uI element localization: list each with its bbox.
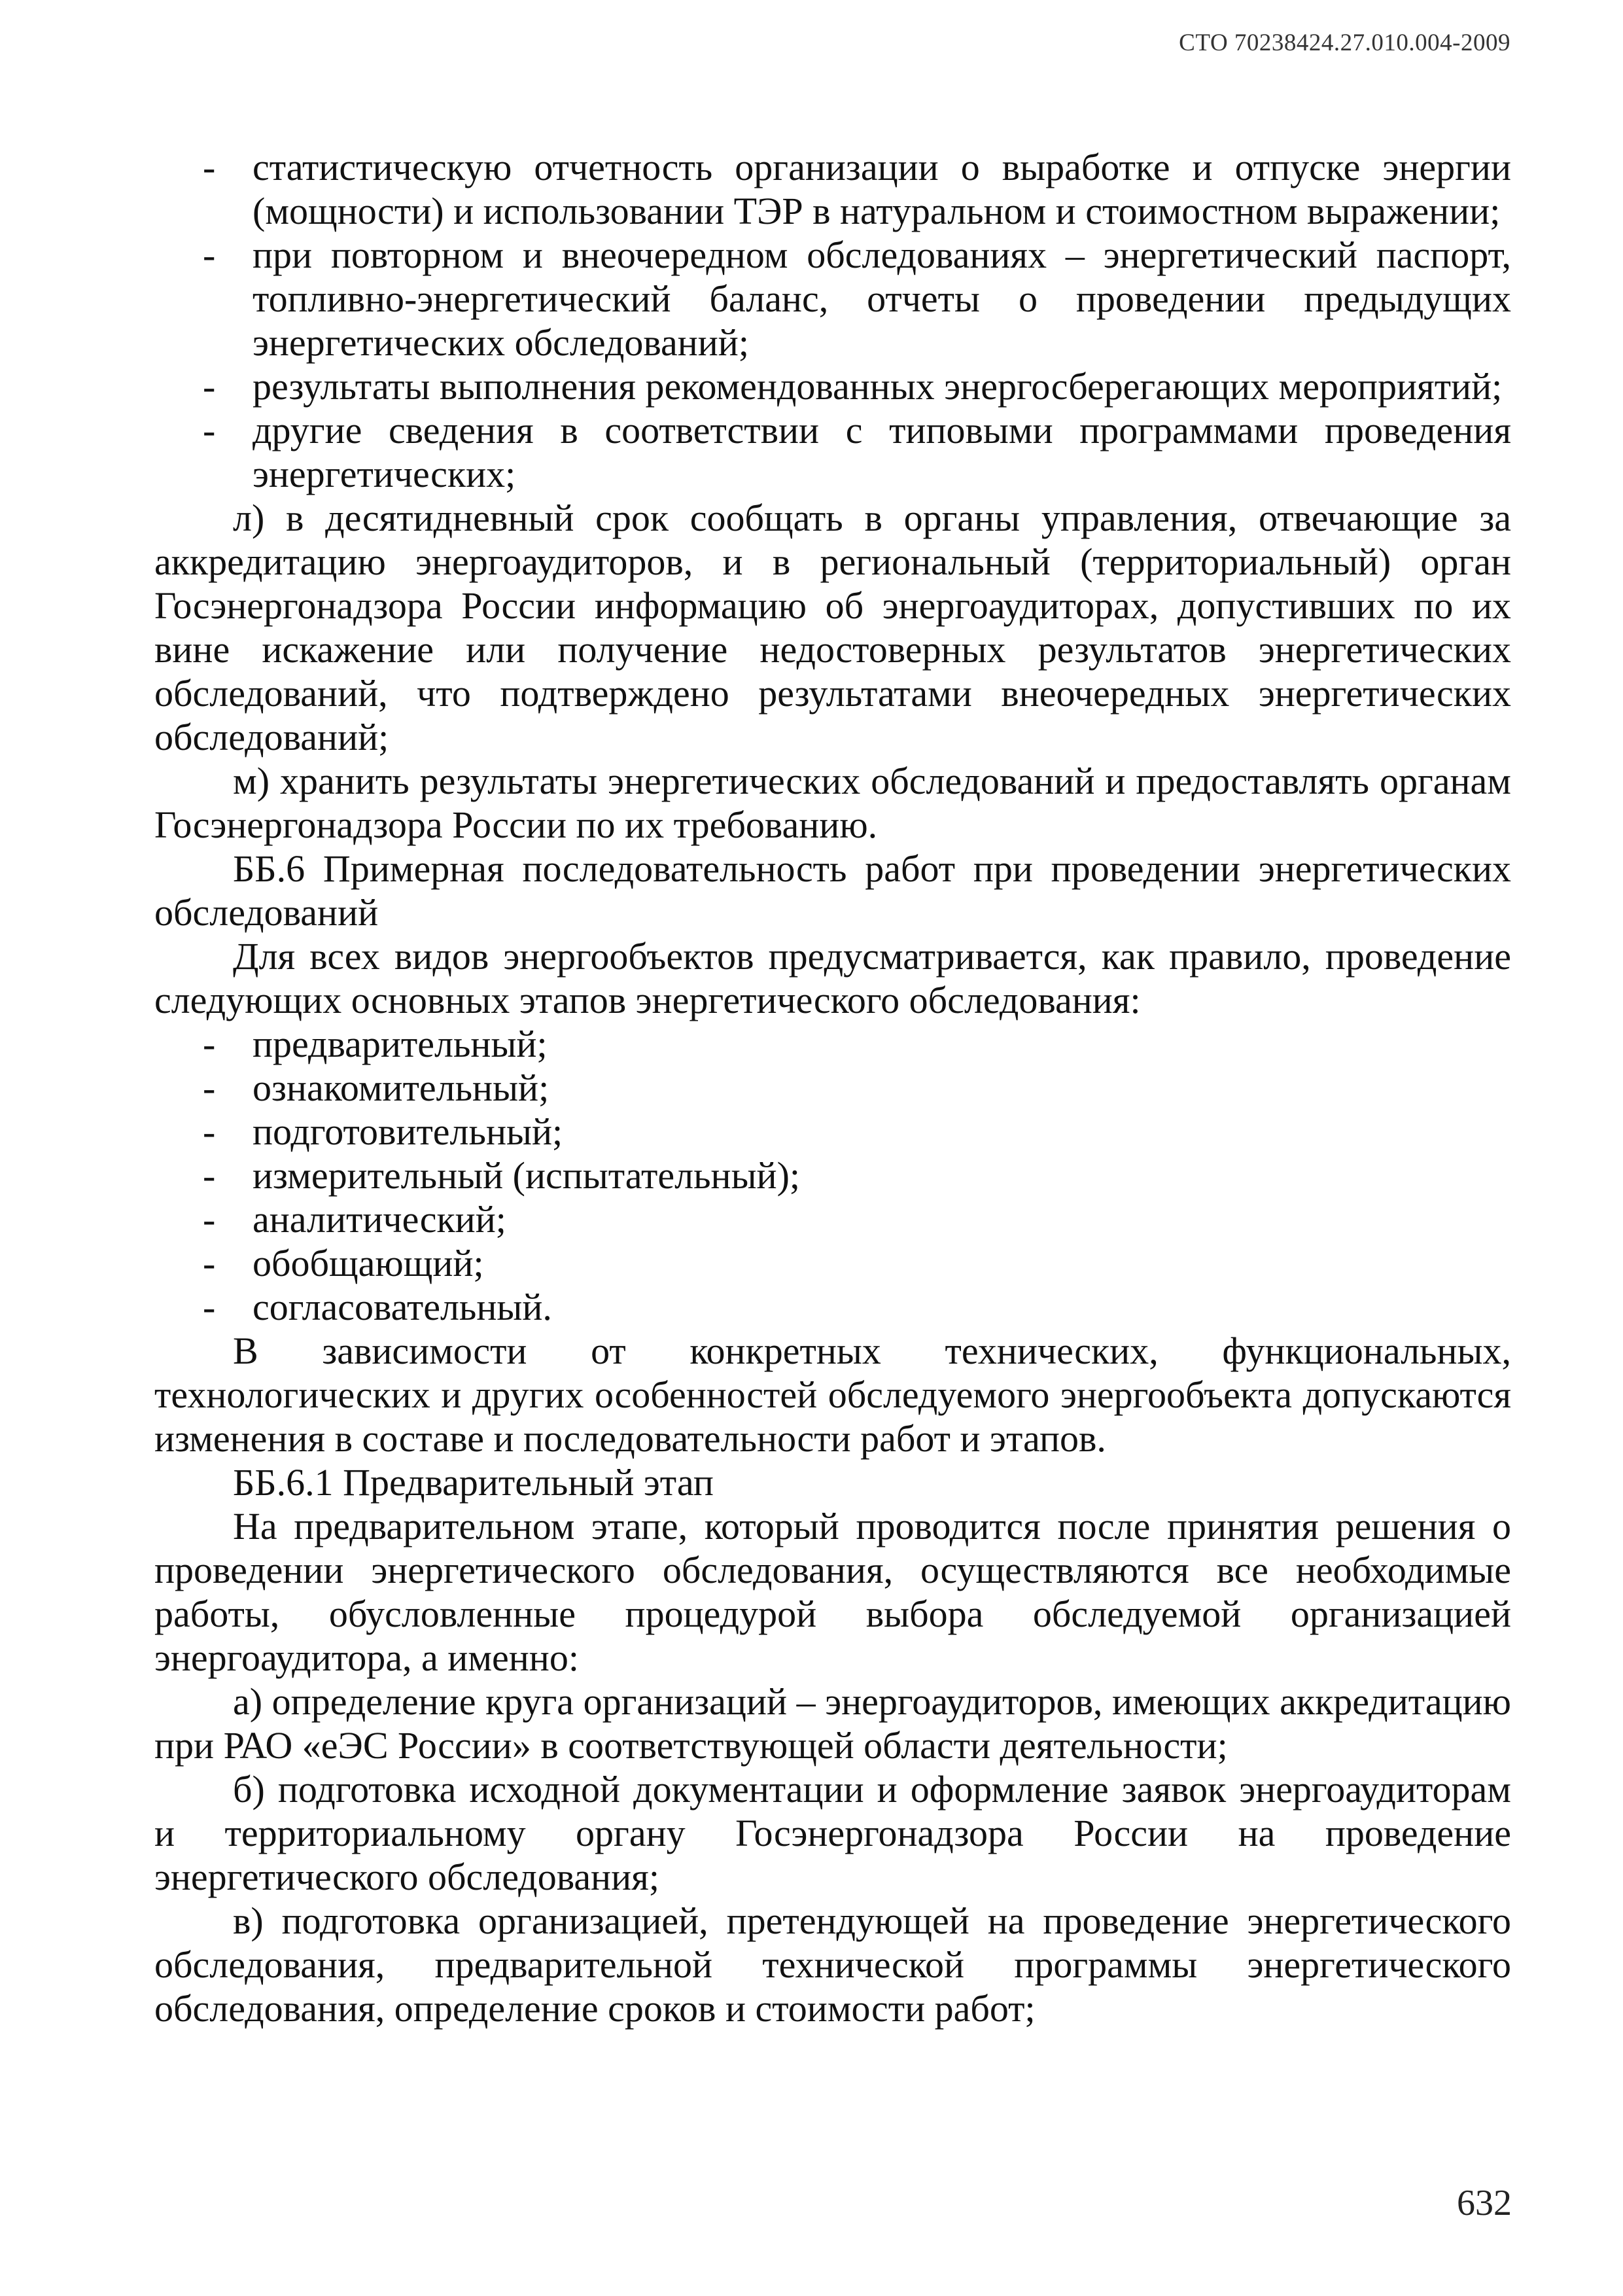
list-item: - ознакомительный;	[203, 1067, 550, 1109]
list-item: - статистическую отчетность организации о выработке и отпуске энергии (мощности) и использовании ТЭР в натуральном и стоимостном выражении;	[203, 146, 1511, 232]
section-heading-bb6: ББ.6 Примерная последовательность работ при проведении энергетических обследований	[154, 847, 1511, 934]
paragraph-stages-intro: Для всех видов энергообъектов предусматривается, как правило, проведение следующих основных этапов энергетического обследования:	[154, 935, 1511, 1021]
list-marker: -	[203, 146, 216, 188]
paragraph-item-a: а) определение круга организаций – энергоаудиторов, имеющих аккредитацию при РАО «еЭС России» в соответствующей области деятельности;	[154, 1680, 1511, 1767]
list-item: - при повторном и внеочередном обследованиях – энергетический паспорт, топливно-энергетический баланс, отчеты о проведении предыдущих энергетических обследований;	[203, 234, 1511, 364]
paragraph-item-m: м) хранить результаты энергетических обследований и предоставлять органам Госэнергонадзора России по их требованию.	[154, 760, 1511, 846]
page-number: 632	[1457, 2183, 1512, 2223]
source-documents-list	[154, 145, 1511, 496]
list-marker: -	[203, 1198, 216, 1241]
list-marker: -	[203, 1242, 216, 1284]
section-heading-bb61: ББ.6.1 Предварительный этап	[233, 1461, 714, 1504]
document-body	[154, 145, 1511, 2030]
stages-list	[154, 1022, 1511, 1329]
list-marker: -	[203, 1023, 216, 1065]
list-marker: -	[203, 1286, 216, 1328]
paragraph-item-l: л) в десятидневный срок сообщать в органы управления, отвечающие за аккредитацию энергоаудиторов, и в региональный (территориальный) орган Госэнергонадзора России информацию об энергоаудиторах, допустивших по их вине искажение или получение недостоверных результатов энергетических обследований, что подтверждено результатами внеочередных энергетических обследований;	[154, 497, 1511, 758]
paragraph-item-v: в) подготовка организацией, претендующей на проведение энергетического обследования, предварительной технической программы энергетического обследования, определение сроков и стоимости работ;	[154, 1899, 1511, 2030]
list-marker: -	[203, 409, 216, 451]
paragraph-stages-note: В зависимости от конкретных технических, функциональных, технологических и других особенностей обследуемого энергообъекта допускаются изменения в составе и последовательности работ и этапов.	[154, 1330, 1511, 1460]
paragraph-item-b: б) подготовка исходной документации и оформление заявок энергоаудиторам и территориальному органу Госэнергонадзора России на проведение энергетического обследования;	[154, 1768, 1511, 1898]
list-item: - результаты выполнения рекомендованных энергосберегающих мероприятий;	[203, 365, 1503, 408]
list-marker: -	[203, 234, 216, 276]
list-item: - другие сведения в соответствии с типовыми программами проведения энергетических;	[203, 409, 1511, 495]
list-marker: -	[203, 365, 216, 408]
list-item: - аналитический;	[203, 1198, 506, 1241]
list-item: - предварительный;	[203, 1023, 548, 1065]
list-marker: -	[203, 1067, 216, 1109]
document-code-header: СТО 70238424.27.010.004-2009	[1179, 29, 1510, 56]
list-item: - подготовительный;	[203, 1110, 563, 1153]
paragraph-prelim-intro: На предварительном этапе, который проводится после принятия решения о проведении энергетического обследования, осуществляются все необходимые работы, обусловленные процедурой выбора обследуемой организацией энергоаудитора, а именно:	[154, 1505, 1511, 1679]
list-marker: -	[203, 1110, 216, 1153]
list-item: - согласовательный.	[203, 1286, 552, 1328]
list-item: - обобщающий;	[203, 1242, 484, 1284]
list-item: - измерительный (испытательный);	[203, 1154, 801, 1197]
list-marker: -	[203, 1154, 216, 1197]
